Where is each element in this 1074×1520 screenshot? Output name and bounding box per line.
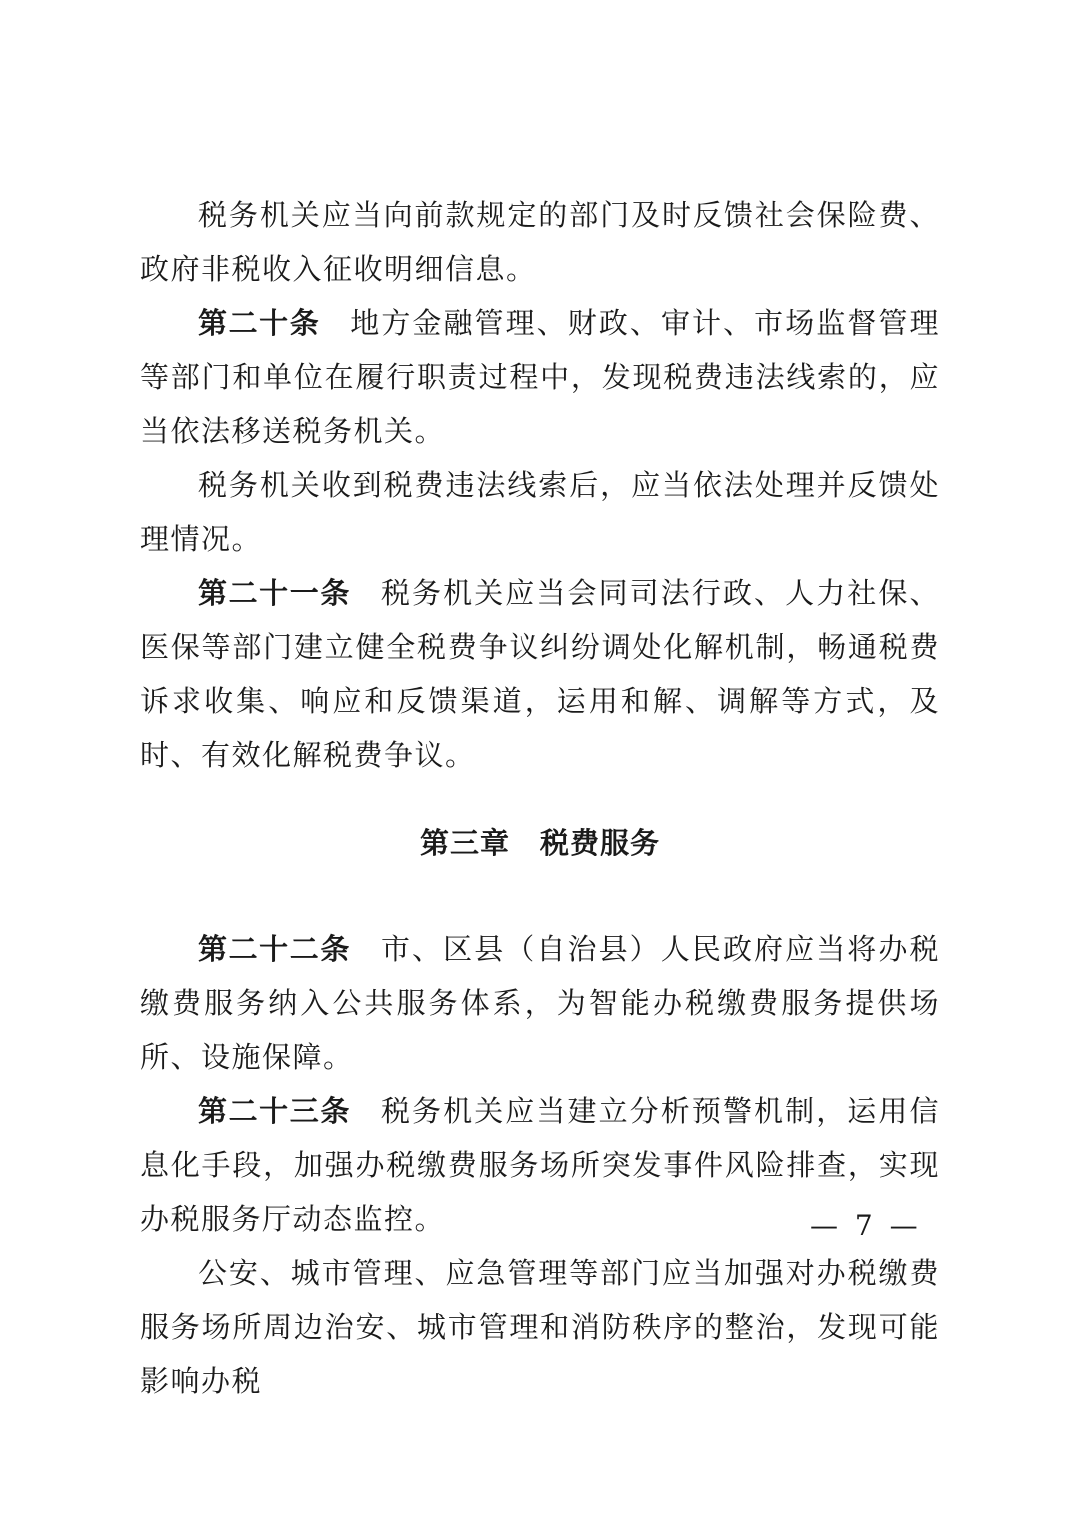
article-label: 第二十条: [198, 306, 321, 340]
chapter-title: 税费服务: [540, 826, 661, 860]
article-21: [140, 566, 940, 782]
paragraph-text: 地方金融管理、财政、审计、市场监督管理等部门和单位在履行职责过程中，发现税费违法线索的，应当依法移送税务机关。: [140, 306, 940, 448]
chapter-heading: [140, 816, 940, 870]
paragraph-text: 公安、城市管理、应急管理等部门应当加强对办税缴费服务场所周边治安、城市管理和消防秩序的整治，发现可能影响办税: [140, 1256, 940, 1398]
article-label: 第二十一条: [198, 576, 351, 610]
page-number: — 7 —: [810, 1209, 922, 1242]
paragraph-text: 税务机关收到税费违法线索后，应当依法处理并反馈处理情况。: [140, 468, 940, 556]
paragraph-text: 税务机关应当会同司法行政、人力社保、医保等部门建立健全税费争议纠纷调处化解机制，畅通税费诉求收集、响应和反馈渠道，运用和解、调解等方式，及时、有效化解税费争议。: [140, 576, 940, 772]
paragraph-public-security: [140, 1246, 940, 1408]
paragraph-clue-handling: [140, 458, 940, 566]
paragraph-text: 市、区县（自治县）人民政府应当将办税缴费服务纳入公共服务体系，为智能办税缴费服务提供场所、设施保障。: [140, 932, 940, 1074]
paragraph-text: 税务机关应当向前款规定的部门及时反馈社会保险费、政府非税收入征收明细信息。: [140, 198, 940, 286]
article-20: [140, 296, 940, 458]
paragraph-text: 税务机关应当建立分析预警机制，运用信息化手段，加强办税缴费服务场所突发事件风险排查，实现办税服务厅动态监控。: [140, 1094, 940, 1236]
chapter-number: 第三章: [419, 826, 510, 860]
article-22: [140, 922, 940, 1084]
paragraph-feedback-info: [140, 188, 940, 296]
article-label: 第二十二条: [198, 932, 351, 966]
article-label: 第二十三条: [198, 1094, 351, 1128]
